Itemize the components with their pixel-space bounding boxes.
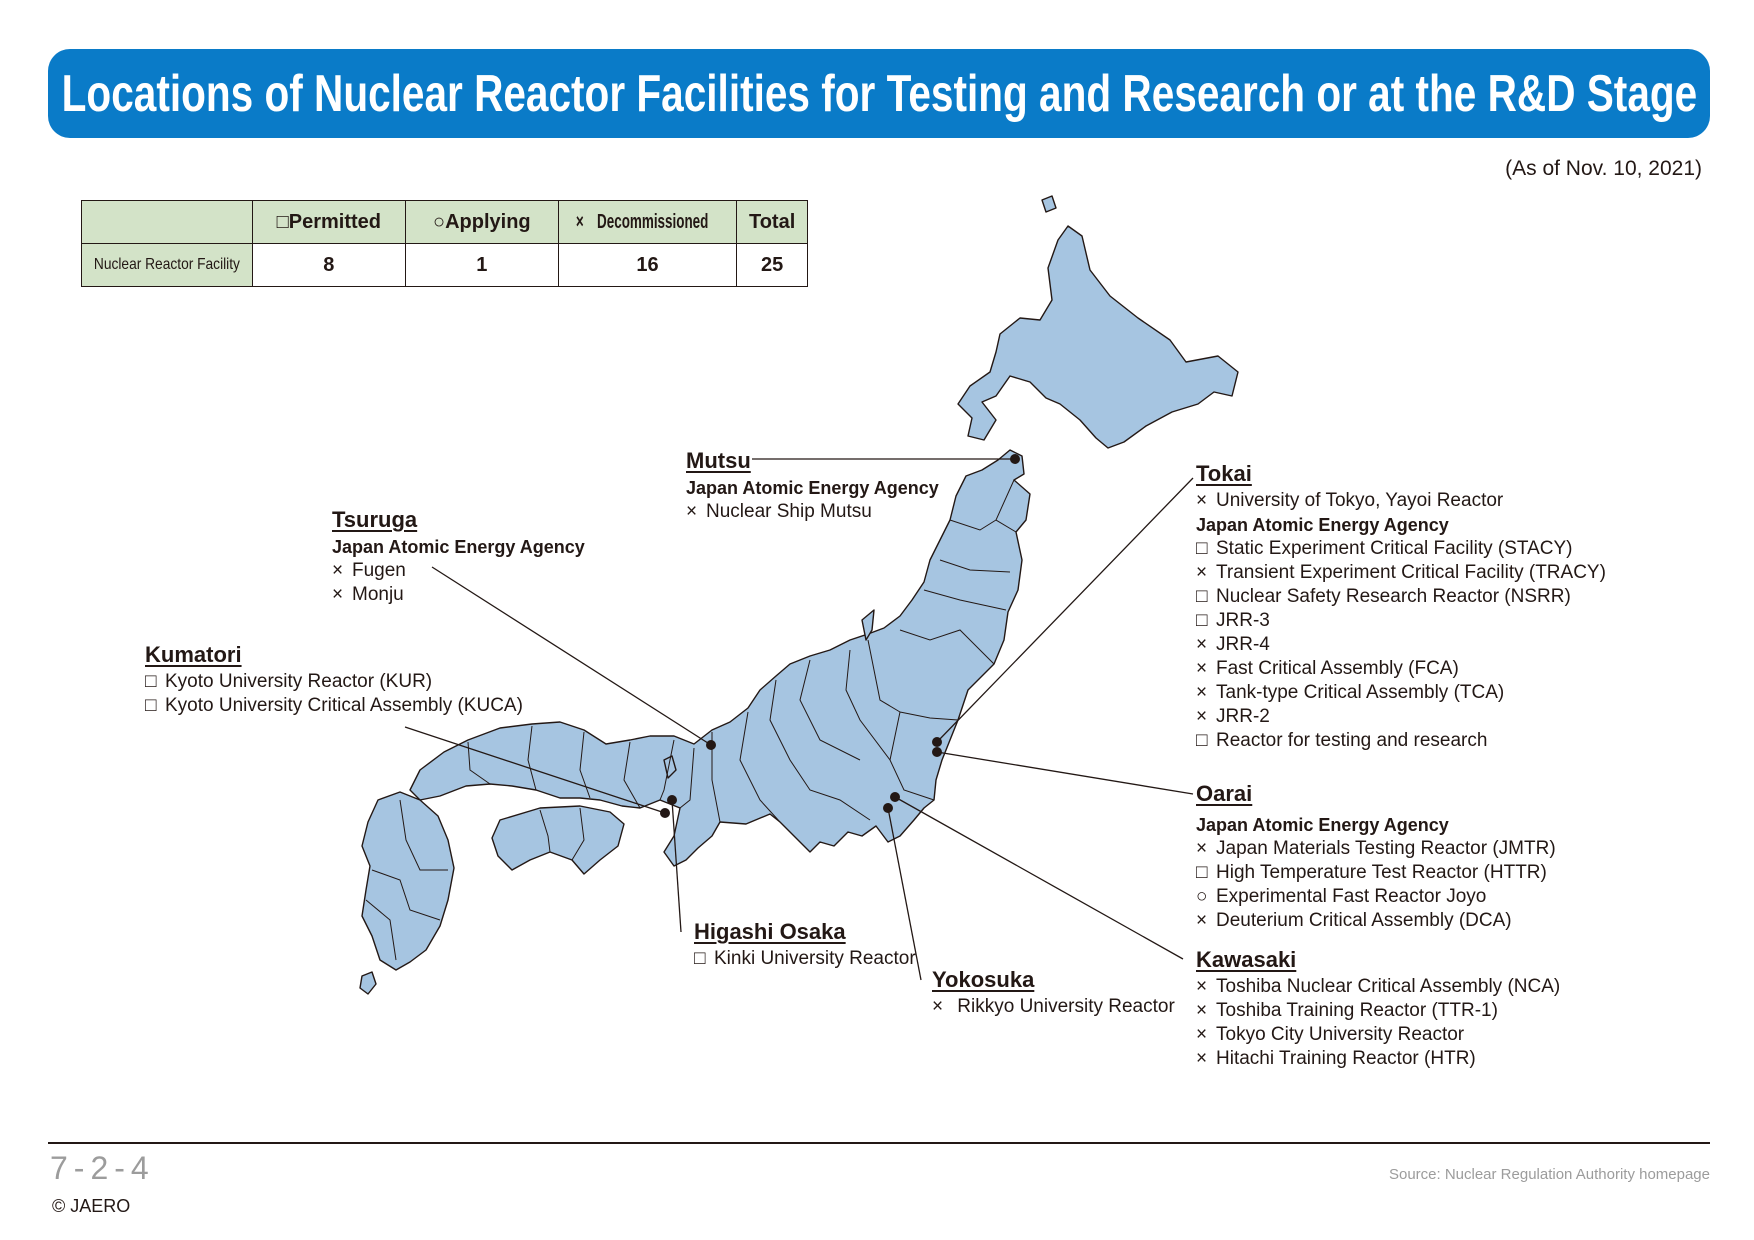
facility-item: × Toshiba Training Reactor (TTR-1) — [1196, 999, 1560, 1023]
label-tsuruga — [332, 505, 585, 607]
col-permitted: □Permitted — [252, 201, 405, 244]
marker-tsuruga — [706, 740, 716, 750]
marker-higashi-osaka — [667, 795, 677, 805]
label-tokai — [1196, 459, 1606, 753]
as-of-date: (As of Nov. 10, 2021) — [1505, 157, 1702, 180]
label-kumatori — [145, 640, 523, 718]
marker-oarai — [932, 747, 942, 757]
site-name-higashi-osaka: Higashi Osaka — [694, 919, 846, 944]
marker-yokosuka — [883, 803, 893, 813]
facility-item: × University of Tokyo, Yayoi Reactor — [1196, 489, 1606, 513]
value-applying: 1 — [405, 244, 558, 287]
value-total: 25 — [737, 244, 808, 287]
col-decommissioned: × Decommissioned — [558, 201, 736, 244]
facility-item: × Tank-type Critical Assembly (TCA) — [1196, 681, 1606, 705]
items-kawasaki — [1196, 975, 1560, 1071]
facility-item: × Japan Materials Testing Reactor (JMTR) — [1196, 837, 1556, 861]
site-name-kumatori: Kumatori — [145, 642, 242, 667]
pre-items-tokai — [1196, 489, 1606, 513]
org-mutsu: Japan Atomic Energy Agency — [686, 478, 939, 498]
value-permitted: 8 — [252, 244, 405, 287]
items-kumatori — [145, 670, 523, 718]
facility-item: × Rikkyo University Reactor — [932, 995, 1175, 1019]
kyushu-shape — [362, 792, 454, 970]
col-applying: ○Applying — [405, 201, 558, 244]
site-name-tokai: Tokai — [1196, 461, 1252, 486]
facility-item: □ Nuclear Safety Research Reactor (NSRR) — [1196, 585, 1606, 609]
site-name-kawasaki: Kawasaki — [1196, 947, 1297, 972]
org-tokai: Japan Atomic Energy Agency — [1196, 515, 1449, 535]
marker-mutsu — [1010, 454, 1020, 464]
items-mutsu — [686, 500, 939, 524]
facility-item: □ JRR-3 — [1196, 609, 1606, 633]
value-decommissioned: 16 — [558, 244, 736, 287]
facility-item: × Fugen — [332, 559, 585, 583]
leader-oarai — [937, 752, 1193, 794]
facility-item: × Toshiba Nuclear Critical Assembly (NCA) — [1196, 975, 1560, 999]
footer-divider — [48, 1142, 1710, 1144]
site-name-oarai: Oarai — [1196, 781, 1253, 806]
marker-tokai — [932, 737, 942, 747]
site-name-mutsu: Mutsu — [686, 448, 751, 473]
items-tsuruga — [332, 559, 585, 607]
items-tokai — [1196, 537, 1606, 753]
facility-item: □ Kyoto University Reactor (KUR) — [145, 670, 523, 694]
row-header-facility: Nuclear Reactor Facility — [82, 244, 253, 287]
label-mutsu — [686, 446, 939, 524]
figure-number: 7-2-4 — [50, 1150, 155, 1186]
facility-item: × Deuterium Critical Assembly (DCA) — [1196, 909, 1556, 933]
label-kawasaki — [1196, 945, 1560, 1071]
facility-item: ○ Experimental Fast Reactor Joyo — [1196, 885, 1556, 909]
shikoku-shape — [492, 806, 624, 874]
marker-kumatori — [660, 808, 670, 818]
facility-item: □ High Temperature Test Reactor (HTTR) — [1196, 861, 1556, 885]
facility-item: × Monju — [332, 583, 585, 607]
facility-item: × Hitachi Training Reactor (HTR) — [1196, 1047, 1560, 1071]
hokkaido-shape — [958, 226, 1238, 448]
facility-item: □ Kyoto University Critical Assembly (KUCA) — [145, 694, 523, 718]
site-name-tsuruga: Tsuruga — [332, 507, 418, 532]
marker-kawasaki — [890, 792, 900, 802]
page-title: Locations of Nuclear Reactor Facilities for Testing and Research or at the R&D Stage — [61, 64, 1697, 123]
label-yokosuka — [932, 965, 1175, 1019]
facility-item: × Fast Critical Assembly (FCA) — [1196, 657, 1606, 681]
facility-item: □ Kinki University Reactor — [694, 947, 916, 971]
facility-item: □ Reactor for testing and research — [1196, 729, 1606, 753]
facility-item: × Transient Experiment Critical Facility (TRACY) — [1196, 561, 1606, 585]
facility-item: × Tokyo City University Reactor — [1196, 1023, 1560, 1047]
site-name-yokosuka: Yokosuka — [932, 967, 1035, 992]
facility-item: × JRR-2 — [1196, 705, 1606, 729]
org-tsuruga: Japan Atomic Energy Agency — [332, 537, 585, 557]
tanegashima-island-shape — [360, 972, 376, 994]
col-total: Total — [737, 201, 808, 244]
items-yokosuka — [932, 995, 1175, 1019]
items-higashi-osaka — [694, 947, 916, 971]
rishiri-island-shape — [1042, 196, 1056, 212]
label-oarai — [1196, 779, 1556, 933]
source-note: Source: Nuclear Regulation Authority homepage — [1388, 1166, 1710, 1183]
facility-item: × JRR-4 — [1196, 633, 1606, 657]
facility-item: □ Static Experiment Critical Facility (STACY) — [1196, 537, 1606, 561]
items-oarai — [1196, 837, 1556, 933]
facility-item: × Nuclear Ship Mutsu — [686, 500, 939, 524]
leader-kawasaki — [895, 797, 1183, 959]
org-oarai: Japan Atomic Energy Agency — [1196, 815, 1449, 835]
label-higashi-osaka — [694, 917, 916, 971]
copyright: © JAERO — [52, 1196, 131, 1216]
